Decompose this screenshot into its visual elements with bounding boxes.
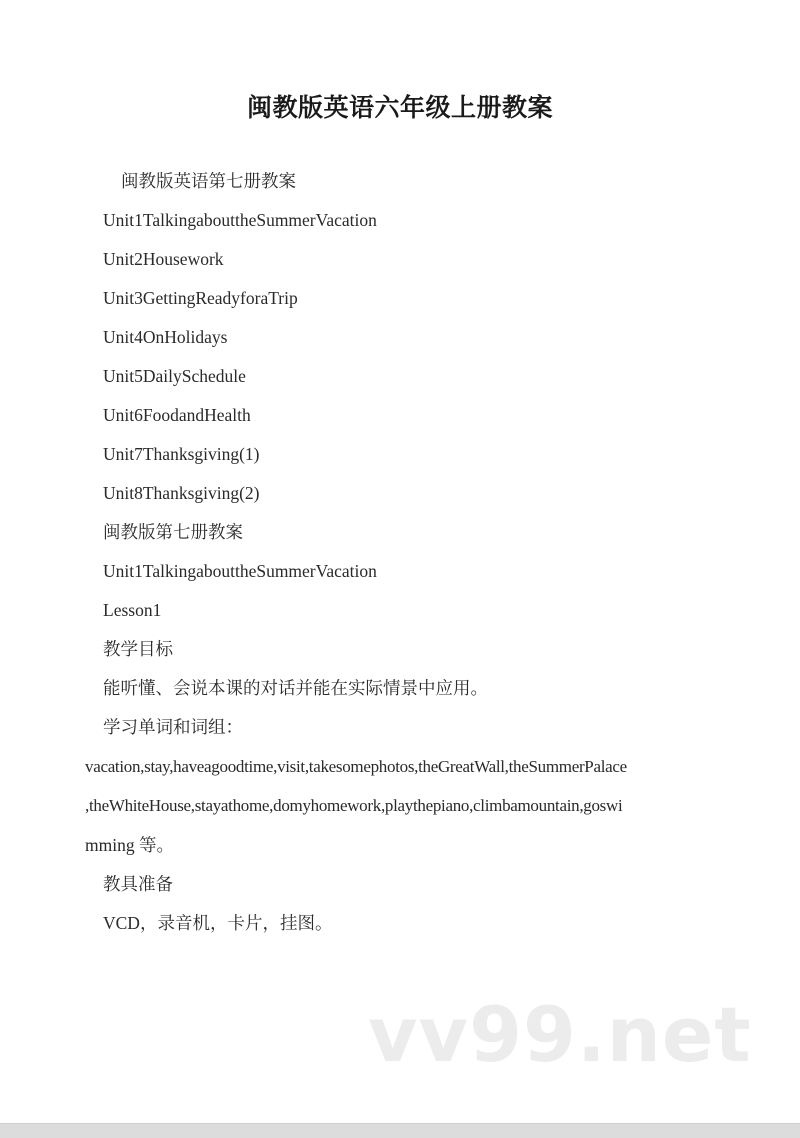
unit-line: Unit6FoodandHealth	[103, 405, 251, 425]
unit-line: Unit1TalkingabouttheSummerVacation	[103, 561, 377, 581]
page-bottom-edge	[0, 1123, 800, 1138]
paragraph-line: 学习单词和词组：	[103, 717, 243, 737]
paragraph-line: VCD，录音机，卡片，挂图。	[103, 913, 333, 933]
unit-line: Unit3GettingReadyforaTrip	[103, 288, 298, 308]
unit-line: Unit7Thanksgiving(1)	[103, 444, 260, 464]
unit-line: Unit4OnHolidays	[103, 327, 228, 347]
unit-line: Unit5DailySchedule	[103, 366, 246, 386]
section-heading: 教具准备	[103, 874, 173, 894]
document-title: 闽教版英语六年级上册教案	[246, 93, 553, 122]
section-heading: 闽教版第七册教案	[103, 522, 243, 542]
lesson-line: Lesson1	[103, 600, 162, 620]
vocabulary-line: vacation,stay,haveagoodtime,visit,takesomephotos,theGreatWall,theSummerPalace	[85, 757, 627, 776]
unit-line: Unit8Thanksgiving(2)	[103, 483, 260, 503]
unit-line: Unit2Housework	[103, 249, 224, 269]
unit-line: Unit1TalkingabouttheSummerVacation	[103, 210, 377, 230]
section-heading: 教学目标	[103, 639, 173, 659]
subtitle-line: 闽教版英语第七册教案	[121, 171, 296, 191]
vocabulary-line: mming 等。	[85, 835, 174, 855]
watermark: vv99.net	[368, 990, 752, 1079]
paragraph-line: 能听懂、会说本课的对话并能在实际情景中应用。	[103, 678, 488, 698]
vocabulary-line: ,theWhiteHouse,stayathome,domyhomework,playthepiano,climbamountain,goswi	[85, 796, 623, 815]
